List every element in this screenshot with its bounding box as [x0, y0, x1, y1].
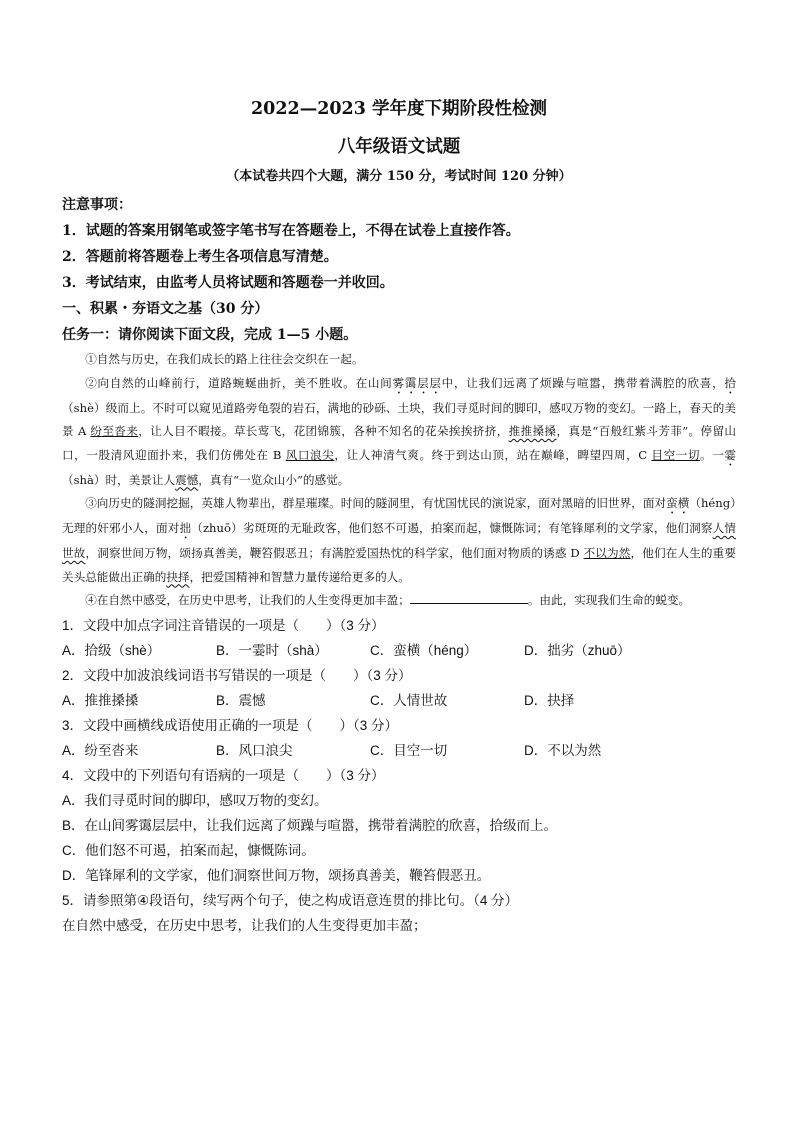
exam-subtitle: 八年级语文试题: [337, 137, 461, 157]
wavy-word: 人情世故: [62, 521, 736, 560]
wavy-word: 震憾: [175, 472, 199, 487]
question-1-options: [62, 638, 736, 663]
reading-passage: [62, 348, 736, 613]
option-d[interactable]: D．不以为然: [524, 742, 602, 758]
dotted-word: 霎: [724, 447, 736, 462]
paragraph-2: ②向自然的山峰前行，道路蜿蜒曲折，美不胜收。在山间雾霭层层中，让我们远离了烦躁与喧嚣，携带着满腔的欣喜，拾（shè）级而上。不时可以窥见道路旁龟裂的岩石，满地的砂砾、土块，我们寻觅时间的脚印，感叹万物的变幻。一路上，春天的美景 A 纷至沓来，让人目不暇接。草长莺飞，花团锦簇，各种不知名的花朵挨挨挤挤，推推搡搡，真是“百般红紫斗芳菲”。停留山口，一股清风迎面扑来，我们仿佛处在 B 风口浪尖，让人神清气爽。终于到达山顶，站在巅峰，睥望四周，C 目空一切。一霎（shà）时，美景让人震憾，真有“一览众山小”的感觉。: [62, 375, 736, 487]
note-item: 2．答题前将答题卷上考生各项信息写清楚。: [62, 249, 338, 265]
underlined-idiom: 不以为然: [583, 546, 631, 560]
section-heading: 一、积累・夯语文之基（30 分）: [62, 301, 269, 317]
task-heading: 任务一：请你阅读下面文段，完成 1—5 小题。: [62, 327, 358, 343]
option-b[interactable]: B．震憾: [216, 692, 266, 708]
exam-info: （本试卷共四个大题，满分 150 分，考试时间 120 分钟）: [226, 169, 572, 184]
dotted-word: 蛮横: [666, 496, 690, 510]
option-c[interactable]: C．蛮横（héng）: [370, 642, 478, 658]
dotted-word: 拾: [724, 375, 736, 390]
underlined-idiom: 风口浪尖: [285, 447, 335, 462]
note-item: 3．考试结束，由监考人员将试题和答题卷一并收回。: [62, 275, 394, 291]
option-c[interactable]: C．人情世故: [370, 692, 448, 708]
answer-blank[interactable]: [410, 589, 528, 604]
option-c[interactable]: C．目空一切: [370, 742, 448, 758]
dotted-word: 拙: [179, 521, 192, 535]
exam-title: 2022—2023 学年度下期阶段性检测: [250, 99, 547, 119]
notes-heading: 注意事项：: [62, 197, 132, 213]
option-d[interactable]: D．笔锋犀利的文学家，他们洞察世间万物，颂扬真善美，鞭笞假恶丑。: [62, 867, 491, 883]
question-1: 1．文段中加点字词注音错误的一项是（ ）（3 分）: [62, 617, 385, 633]
question-2-options: [62, 688, 736, 713]
option-d[interactable]: D．抉择: [524, 692, 575, 708]
question-3-options: [62, 738, 736, 763]
option-a[interactable]: A．拾级（shè）: [62, 642, 161, 658]
underlined-idiom: 目空一切: [651, 447, 701, 462]
wavy-word: 推推搡搡: [508, 424, 557, 438]
option-c[interactable]: C．他们怒不可遏，拍案而起，慷慨陈词。: [62, 842, 315, 858]
option-a[interactable]: A．我们寻觅时间的脚印，感叹万物的变幻。: [62, 792, 328, 808]
underlined-idiom: 纷至沓来: [90, 424, 139, 438]
question-5-prompt-line: 在自然中感受，在历史中思考，让我们的人生变得更加丰盈；: [62, 917, 427, 933]
option-d[interactable]: D．拙劣（zhuō）: [524, 642, 631, 658]
option-a[interactable]: A．推推搡搡: [62, 692, 139, 708]
paragraph-1: ①自然与历史，在我们成长的路上往往会交织在一起。: [85, 352, 364, 366]
option-a[interactable]: A．纷至沓来: [62, 742, 139, 758]
paragraph-4: ④在自然中感受，在历史中思考，让我们的人生变得更加丰盈； 。由此，实现我们生命的蜕变。: [62, 589, 736, 613]
note-item: 1．试题的答案用钢笔或签字笔书写在答题卷上，不得在试卷上直接作答。: [62, 223, 520, 239]
dotted-word: 雾霭层层: [392, 375, 442, 390]
option-b[interactable]: B．在山间雾霭层层中，让我们远离了烦躁与喧嚣，携带着满腔的欣喜，拾级而上。: [62, 817, 558, 833]
wavy-word: 抉择: [166, 569, 190, 584]
question-4: 4．文段中的下列语句有语病的一项是（ ）（3 分）: [62, 767, 385, 783]
question-5: 5．请参照第④段语句，续写两个句子，使之构成语意连贯的排比句。（4 分）: [62, 892, 519, 908]
paragraph-3: ③向历史的隧洞挖掘，英雄人物辈出，群星璀璨。时间的隧洞里，有忧国忧民的演说家，面对黑暗的旧世界，面对蛮横（héng）无理的奸邪小人，面对拙（zhuō）劣斑斑的无耻政客，他们怒不可遏，拍案而起，慷慨陈词；有笔锋犀利的文学家，他们洞察人情世故，洞察世间万物，颂扬真善美，鞭笞假恶丑；有满腔爱国热忱的科学家，他们面对物质的诱惑 D 不以为然，他们在人生的重要关头总能做出正确的抉择，把爱国精神和智慧力量传递给更多的人。: [62, 496, 736, 584]
question-2: 2．文段中加波浪线词语书写错误的一项是（ ）（3 分）: [62, 667, 412, 683]
option-b[interactable]: B．风口浪尖: [216, 742, 293, 758]
option-b[interactable]: B．一霎时（shà）: [216, 642, 328, 658]
question-3: 3．文段中画横线成语使用正确的一项是（ ）（3 分）: [62, 717, 399, 733]
